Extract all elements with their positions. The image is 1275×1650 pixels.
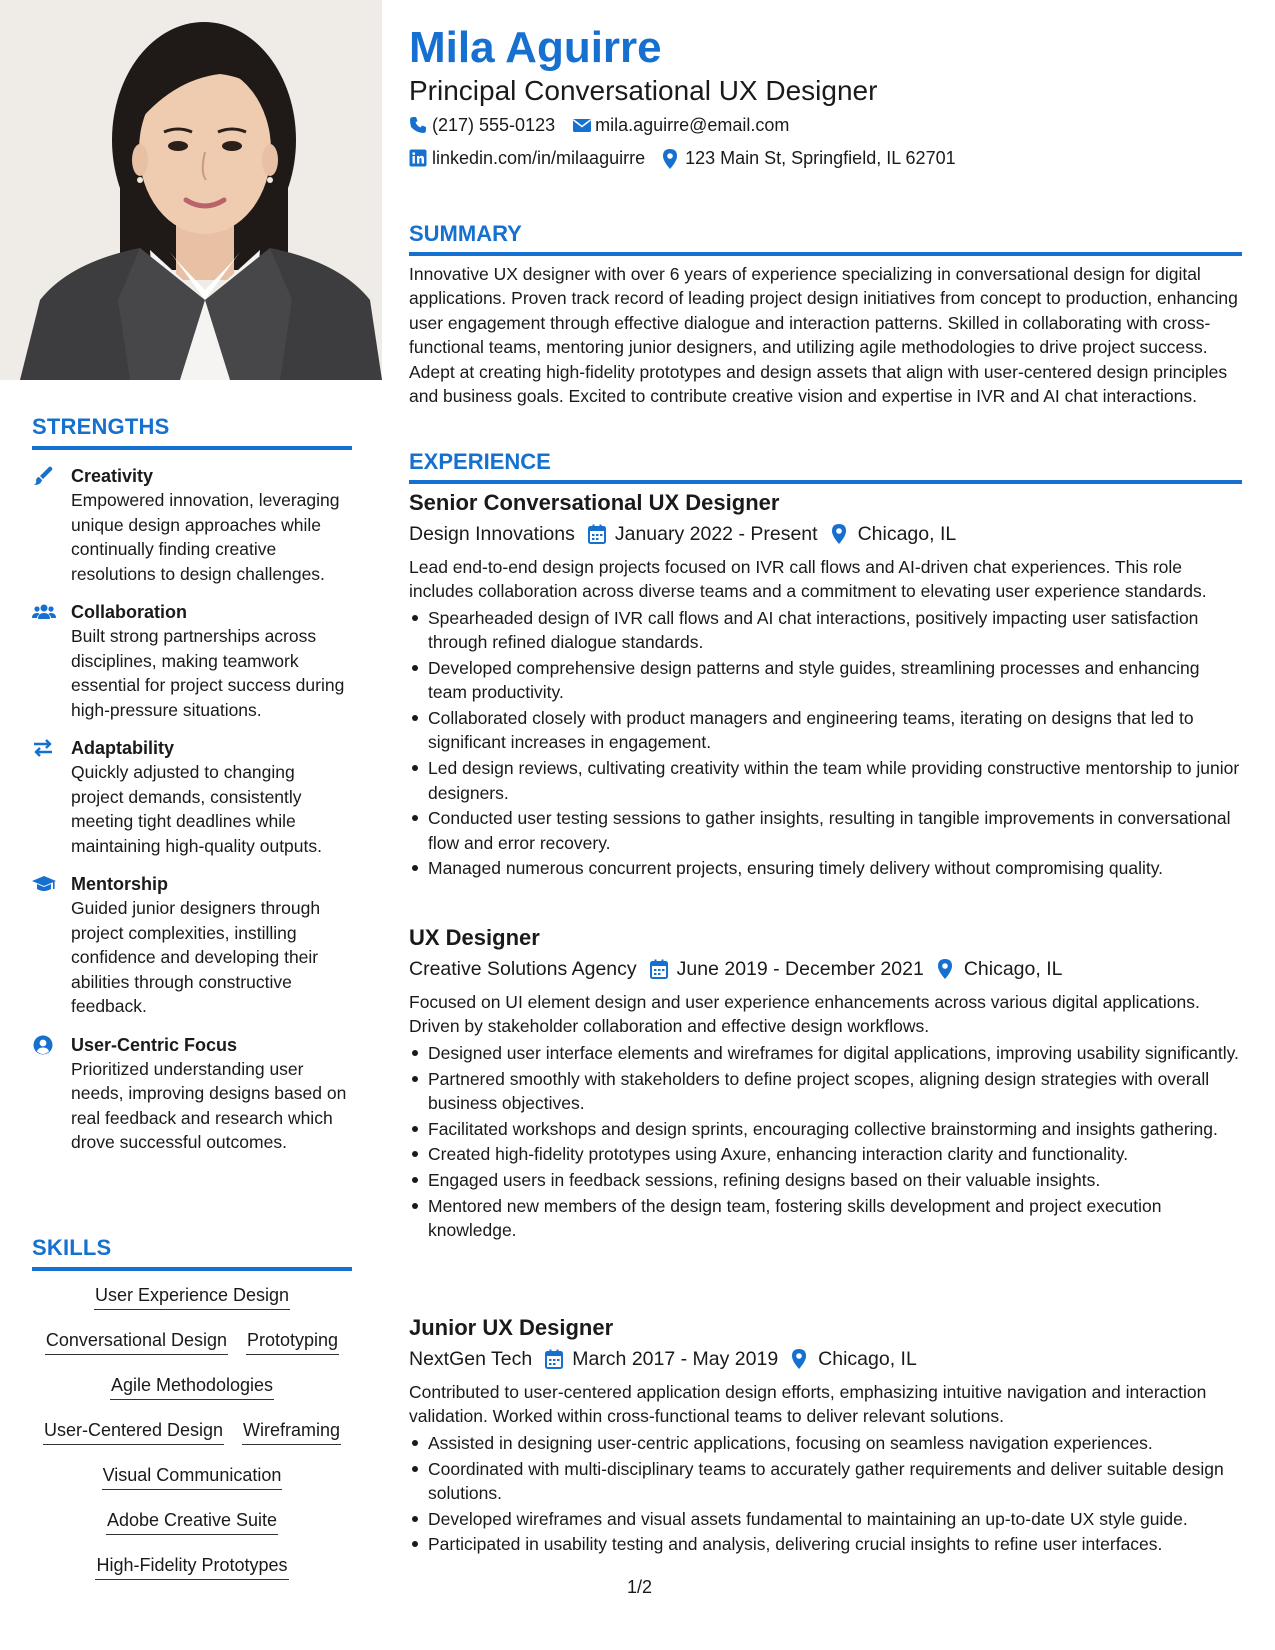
- strength-item: [32, 464, 352, 586]
- strength-item: [32, 1033, 352, 1155]
- map-pin-icon: [662, 149, 680, 167]
- job-entry: [409, 1314, 1242, 1558]
- job-bullet: Engaged users in feedback sessions, refining designs based on their valuable insights.: [409, 1168, 1242, 1192]
- skill-tag: Agile Methodologies: [110, 1373, 274, 1400]
- strength-desc: Empowered innovation, leveraging unique design approaches while continually finding creative resolutions to design challenges.: [71, 490, 340, 584]
- contact-phone[interactable]: [409, 113, 555, 137]
- calendar-icon: [650, 959, 668, 979]
- skills-heading: SKILLS: [32, 1235, 352, 1271]
- job-bullet: Collaborated closely with product managers and engineering teams, iterating on designs that led to significant increases in engagement.: [409, 706, 1242, 755]
- users-icon: [32, 602, 54, 622]
- summary-text: Innovative UX designer with over 6 years of experience specializing in conversational design for digital applications. Proven track record of leading project design initiatives from concept to production, enhancing user engagement through effective dialogue and interaction patterns. Skilled in collaborating with cross-functional teams, mentoring junior designers, and utilizing agile methodologies to drive project success. Adept at creating high-fidelity prototypes and design assets that align with user-centered design principles and business goals. Excited to contribute creative vision and expertise in IVR and AI chat interactions.: [409, 264, 1238, 407]
- job-bullet: Facilitated workshops and design sprints, encouraging collective brainstorming and insights gathering.: [409, 1117, 1242, 1141]
- job-dates: January 2022 - Present: [614, 523, 818, 545]
- strength-title: Mentorship: [71, 874, 168, 894]
- arrows-exchange-icon: [32, 738, 54, 758]
- job-dates: June 2019 - December 2021: [676, 958, 924, 980]
- skill-tag: Conversational Design: [45, 1328, 228, 1355]
- summary-heading: SUMMARY: [409, 221, 1242, 256]
- map-pin-icon: [791, 1349, 809, 1369]
- contact-address: [662, 146, 956, 170]
- skill-tag: User-Centered Design: [43, 1418, 224, 1445]
- strength-desc: Prioritized understanding user needs, improving designs based on real feedback and research which drove successful outcomes.: [71, 1058, 347, 1152]
- job-bullet: Developed wireframes and visual assets fundamental to maintaining an up-to-date UX style guide.: [409, 1507, 1242, 1531]
- experience-heading: EXPERIENCE: [409, 449, 1242, 484]
- skill-tag: Wireframing: [242, 1418, 341, 1445]
- user-circle-icon: [32, 1035, 54, 1055]
- job-bullet: Participated in usability testing and analysis, delivering crucial insights to refine user interfaces.: [409, 1532, 1242, 1556]
- job-title: UX Designer: [409, 925, 540, 950]
- strengths-heading: STRENGTHS: [32, 414, 352, 450]
- job-title: Senior Conversational UX Designer: [409, 490, 780, 515]
- strength-title: Adaptability: [71, 738, 175, 758]
- strength-title: Collaboration: [71, 602, 187, 622]
- job-meta: [409, 955, 1242, 983]
- skills-list: [32, 1283, 352, 1598]
- phone-text: (217) 555-0123: [432, 115, 556, 135]
- strength-title: User-Centric Focus: [71, 1034, 238, 1055]
- job-bullet: Spearheaded design of IVR call flows and AI chat interactions, positively impacting user satisfaction through refined dialogue standards.: [409, 606, 1242, 655]
- envelope-icon: [572, 116, 590, 134]
- strength-desc: Quickly adjusted to changing project demands, consistently meeting tight deadlines while maintaining high-quality outputs.: [71, 762, 322, 856]
- graduation-cap-icon: [32, 874, 54, 894]
- strength-desc: Guided junior designers through project complexities, instilling confidence and developing their abilities through constructive feedback.: [71, 898, 321, 1016]
- job-description: Contributed to user-centered application design efforts, emphasizing intuitive navigation and interaction validation. Worked within cross-functional teams to deliver relevant solutions.: [409, 1382, 1207, 1427]
- job-bullet: Managed numerous concurrent projects, ensuring timely delivery without compromising quality.: [409, 856, 1242, 880]
- job-bullet: Led design reviews, cultivating creativity within the team while providing constructive mentorship to junior designers.: [409, 756, 1242, 805]
- job-bullet: Coordinated with multi-disciplinary teams to accurately gather requirements and deliver suitable design solutions.: [409, 1457, 1242, 1506]
- strength-desc: Built strong partnerships across disciplines, making teamwork essential for project success during high-pressure situations.: [71, 626, 345, 720]
- job-bullet: Conducted user testing sessions to gather insights, resulting in tangible improvements in conversational flow and error recovery.: [409, 806, 1242, 855]
- job-location: Chicago, IL: [857, 523, 957, 545]
- job-entry: [409, 489, 1242, 882]
- contact-linkedin[interactable]: [409, 146, 645, 170]
- job-location: Chicago, IL: [818, 1348, 917, 1370]
- address-text: 123 Main St, Springfield, IL 62701: [685, 148, 956, 168]
- contact-row: [409, 146, 956, 170]
- job-bullet: Created high-fidelity prototypes using Axure, enhancing interaction clarity and functionality.: [409, 1142, 1242, 1166]
- left-column: [0, 0, 382, 1650]
- job-bullet: Mentored new members of the design team, fostering skills development and project execution knowledge.: [409, 1194, 1242, 1243]
- page-number: 1/2: [627, 1577, 653, 1597]
- job-company: Design Innovations: [409, 523, 575, 545]
- job-description: Focused on UI element design and user experience enhancements across various digital applications. Driven by stakeholder collaboration and effective design workflows.: [409, 992, 1200, 1037]
- job-meta: [409, 1345, 1242, 1373]
- phone-icon: [409, 116, 427, 134]
- job-dates: March 2017 - May 2019: [572, 1348, 779, 1370]
- job-bullet: Designed user interface elements and wireframes for digital applications, improving usability significantly.: [409, 1041, 1242, 1065]
- map-pin-icon: [937, 959, 955, 979]
- job-company: Creative Solutions Agency: [409, 958, 637, 980]
- job-bullet: Assisted in designing user-centric applications, focusing on seamless navigation experiences.: [409, 1431, 1242, 1455]
- skills-section: [32, 1235, 352, 1598]
- job-description: Lead end-to-end design projects focused on IVR call flows and AI-driven chat experiences. This role includes collaboration across diverse teams and a commitment to elevating user experience standards.: [409, 557, 1207, 602]
- contact-row: [409, 113, 789, 137]
- calendar-icon: [588, 524, 606, 544]
- map-pin-icon: [831, 524, 849, 544]
- skill-tag: Prototyping: [246, 1328, 339, 1355]
- job-meta: [409, 520, 1242, 548]
- linkedin-icon: [409, 149, 427, 167]
- candidate-title: Principal Conversational UX Designer: [409, 75, 878, 106]
- contact-email[interactable]: [572, 113, 789, 137]
- job-company: NextGen Tech: [409, 1348, 533, 1370]
- strength-item: [32, 736, 352, 858]
- job-location: Chicago, IL: [963, 958, 1063, 980]
- job-bullet: Partnered smoothly with stakeholders to define project scopes, aligning design strategies with overall business objectives.: [409, 1067, 1242, 1116]
- job-entry: [409, 924, 1242, 1244]
- skill-tag: Adobe Creative Suite: [106, 1508, 278, 1535]
- calendar-icon: [545, 1349, 563, 1369]
- skill-tag: Visual Communication: [102, 1463, 283, 1490]
- strengths-section: [32, 414, 352, 1155]
- linkedin-text: linkedin.com/in/milaaguirre: [432, 148, 646, 168]
- job-bullets: [409, 606, 1242, 881]
- job-bullet: Developed comprehensive design patterns and style guides, streamlining processes and enhancing team productivity.: [409, 656, 1242, 705]
- strength-item: [32, 872, 352, 1019]
- strength-item: [32, 600, 352, 722]
- paintbrush-icon: [32, 466, 54, 486]
- email-text: mila.aguirre@email.com: [595, 115, 790, 135]
- profile-photo: [0, 0, 382, 380]
- skill-tag: User Experience Design: [94, 1283, 290, 1310]
- candidate-name: Mila Aguirre: [409, 23, 662, 72]
- job-bullets: [409, 1431, 1242, 1557]
- job-bullets: [409, 1041, 1242, 1243]
- job-title: Junior UX Designer: [409, 1315, 614, 1340]
- skill-tag: High-Fidelity Prototypes: [95, 1553, 288, 1580]
- strength-title: Creativity: [71, 466, 154, 486]
